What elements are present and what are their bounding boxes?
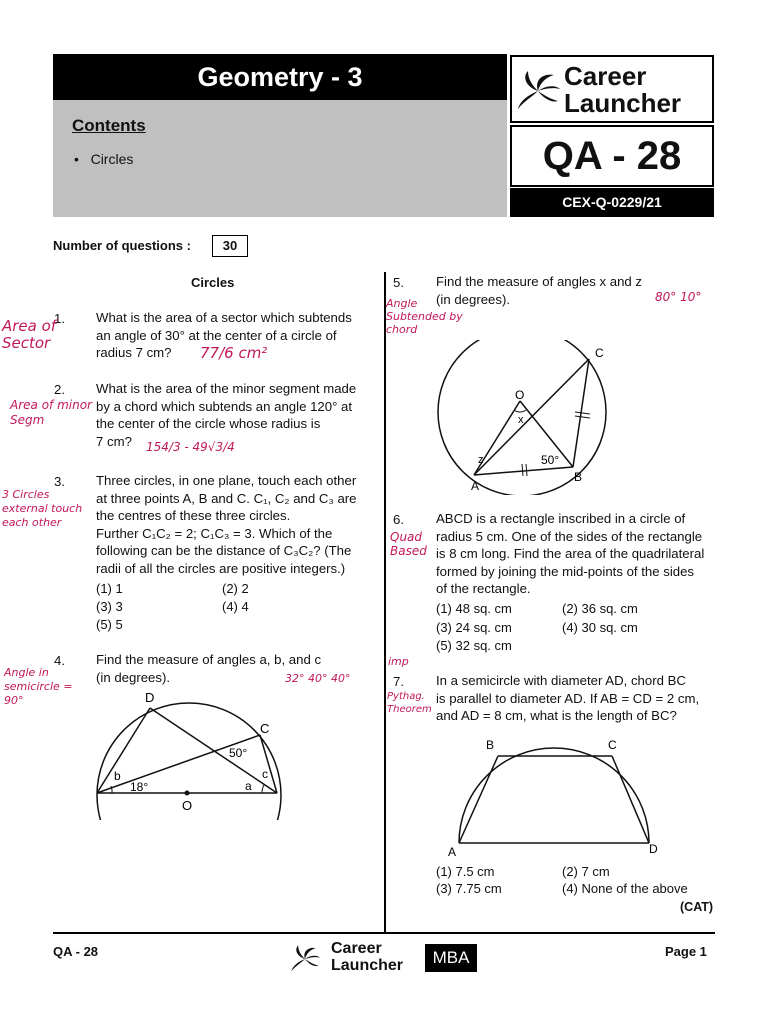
- figure-label: c: [262, 767, 268, 781]
- annotation-q7-topic: Pythag. Theorem: [387, 691, 432, 715]
- brand-swirl-icon: [290, 945, 320, 973]
- figure-label: 50°: [229, 746, 248, 760]
- question-line: (in degrees).: [96, 669, 171, 685]
- brand-logo: [510, 55, 714, 123]
- option-5: (5) 32 sq. cm: [436, 638, 512, 653]
- module-code: QA - 28: [510, 125, 714, 187]
- option-1: (1) 48 sq. cm: [436, 601, 512, 616]
- question-number: 5.: [393, 275, 404, 290]
- option-3: (3) 7.75 cm: [436, 881, 502, 896]
- footer-brand-line2: Launcher: [331, 957, 404, 974]
- question-3: [96, 472, 376, 577]
- figure-q4-circle: [90, 690, 290, 820]
- question-line: following can be the distance of C₃C₂? (The: [96, 543, 352, 558]
- question-line: Find the measure of angles x and z: [436, 274, 642, 289]
- annotation-q5-answer: 80° 10°: [655, 290, 702, 304]
- question-line: 7 cm?: [96, 433, 132, 449]
- brand-name-line1: Career: [564, 61, 647, 91]
- question-line: Three circles, in one plane, touch each other: [96, 473, 357, 488]
- annotation-q2-answer: 154/3 - 49√3/4: [146, 440, 235, 454]
- reference-code: CEX-Q-0229/21: [510, 188, 714, 217]
- question-line: formed by joining the mid-points of the sides: [436, 563, 695, 579]
- question-line: What is the area of the minor segment made: [96, 381, 357, 396]
- question-number: 1.: [54, 311, 65, 326]
- figure-label: C: [608, 738, 617, 752]
- question-7: [436, 672, 716, 725]
- figure-label: O: [182, 798, 193, 813]
- footer-brand-logo: [290, 940, 420, 976]
- footer-brand-line1: Career: [331, 940, 382, 957]
- contents-heading: Contents: [72, 116, 146, 135]
- figure-label: A: [448, 845, 457, 859]
- section-title: Circles: [191, 275, 235, 290]
- figure-q7-semicircle: [440, 735, 670, 860]
- question-line: of the rectangle.: [436, 581, 531, 596]
- question-line: radius 5 cm. One of the sides of the rectangle: [436, 528, 703, 544]
- footer-divider: [53, 932, 715, 934]
- question-6: [436, 510, 716, 598]
- option-2: (2) 2: [222, 581, 249, 596]
- option-5: (5) 5: [96, 617, 123, 632]
- annotation-q1-answer: 77/6 cm²: [200, 344, 268, 362]
- num-questions-value: 30: [212, 235, 248, 257]
- option-1: (1) 1: [96, 581, 123, 596]
- question-line: (in degrees).: [436, 291, 511, 307]
- annotation-q1-topic: Area of Sector: [2, 317, 57, 352]
- question-number: 6.: [393, 512, 404, 527]
- figure-q5-circle: [430, 340, 620, 495]
- question-line: the center of the circle whose radius is: [96, 416, 321, 431]
- page-title: Geometry - 3: [53, 54, 507, 100]
- figure-label: C: [595, 346, 604, 360]
- option-2: (2) 7 cm: [562, 864, 610, 879]
- question-line: is parallel to diameter AD. If AB = CD = 2 cm,: [436, 690, 700, 706]
- num-questions-label: Number of questions :: [53, 238, 191, 253]
- annotation-q3-topic: 3 Circles external touch each other: [2, 488, 83, 529]
- brand-name-line2: Launcher: [564, 88, 682, 118]
- option-4: (4) 4: [222, 599, 249, 614]
- brand-swirl-icon: [516, 71, 560, 111]
- figure-label: D: [649, 842, 658, 856]
- figure-label: x: [518, 414, 524, 426]
- question-line: Further C₁C₂ = 2; C₁C₃ = 3. Which of the: [96, 525, 333, 541]
- contents-item: • Circles: [74, 151, 134, 167]
- option-3: (3) 3: [96, 599, 123, 614]
- question-2: [96, 380, 376, 450]
- option-1: (1) 7.5 cm: [436, 864, 495, 879]
- question-number: 2.: [54, 382, 65, 397]
- question-number: 4.: [54, 653, 65, 668]
- question-source: (CAT): [680, 900, 714, 914]
- figure-label: B: [486, 738, 495, 752]
- question-line: and AD = 8 cm, what is the length of BC?: [436, 708, 677, 723]
- option-4: (4) 30 sq. cm: [562, 620, 638, 635]
- figure-label: a: [245, 779, 252, 793]
- footer-code: QA - 28: [53, 944, 99, 959]
- question-line: the centres of these three circles.: [96, 508, 291, 523]
- question-line: What is the area of a sector which subtends: [96, 310, 352, 325]
- contents-item-label: Circles: [90, 151, 134, 167]
- figure-label: A: [471, 479, 480, 493]
- figure-label: 18°: [130, 780, 149, 794]
- option-4: (4) None of the above: [562, 881, 688, 896]
- question-line: at three points A, B and C. C₁, C₂ and C₃ are: [96, 490, 357, 506]
- figure-label: B: [574, 470, 583, 484]
- question-line: radius 7 cm?: [96, 345, 172, 360]
- figure-label: D: [145, 690, 155, 705]
- question-line: ABCD is a rectangle inscribed in a circle of: [436, 511, 686, 526]
- question-line: In a semicircle with diameter AD, chord BC: [436, 673, 686, 688]
- question-line: by a chord which subtends an angle 120° at: [96, 398, 353, 414]
- question-line: is 8 cm long. Find the area of the quadrilateral: [436, 546, 705, 561]
- question-number: 7.: [393, 674, 404, 689]
- annotation-q2-topic: Area of minor Segm: [10, 398, 92, 427]
- annotation-q7-tag: imp: [388, 655, 409, 668]
- question-line: Find the measure of angles a, b, and c: [96, 652, 322, 667]
- page-number: Page 1: [665, 944, 707, 959]
- figure-label: b: [114, 769, 121, 783]
- question-line: radii of all the circles are positive integers.): [96, 560, 346, 576]
- annotation-q6-topic: Quad Based: [390, 530, 427, 558]
- annotation-q5-topic: Angle Subtended by chord: [386, 297, 463, 336]
- annotation-q4-topic: Angle in semicircle = 90°: [4, 666, 73, 707]
- figure-label: z: [478, 454, 484, 466]
- figure-label: 50°: [541, 453, 560, 467]
- column-divider: [384, 272, 386, 932]
- option-3: (3) 24 sq. cm: [436, 620, 512, 635]
- footer-badge: MBA: [425, 944, 477, 972]
- annotation-q4-answer: 32° 40° 40°: [285, 672, 351, 685]
- question-number: 3.: [54, 474, 65, 489]
- option-2: (2) 36 sq. cm: [562, 601, 638, 616]
- figure-label: C: [260, 721, 270, 736]
- figure-label: O: [515, 388, 525, 402]
- question-line: an angle of 30° at the center of a circle of: [96, 327, 337, 343]
